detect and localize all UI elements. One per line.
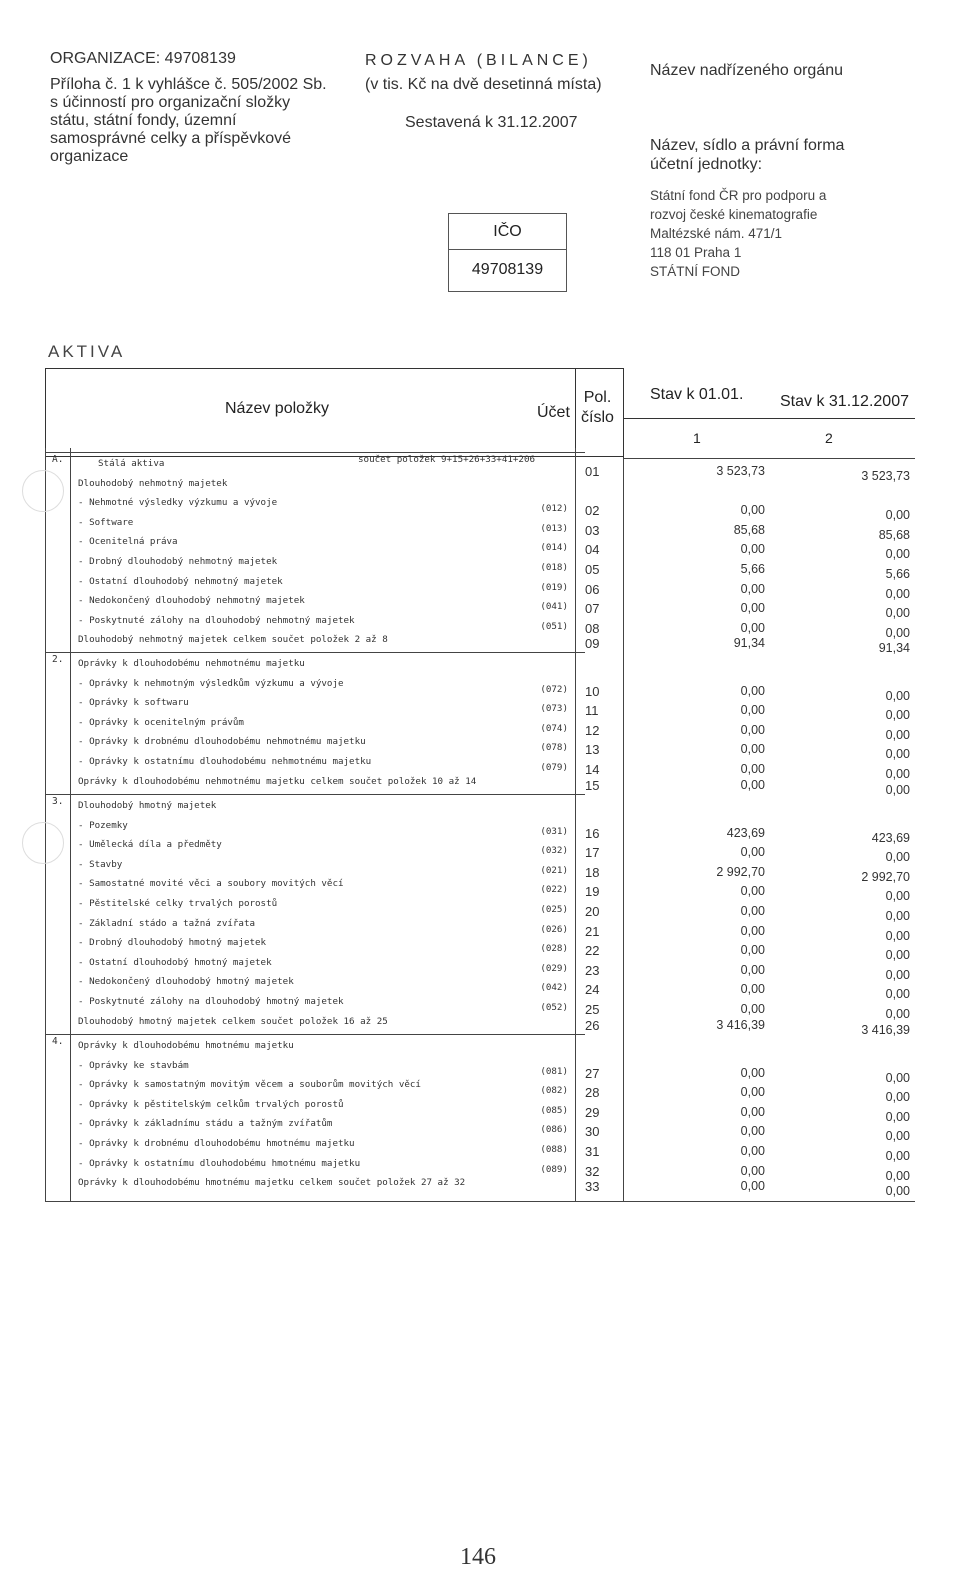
entity-line: 118 01 Praha 1	[650, 245, 742, 260]
row-label: - Nedokončený dlouhodobý hmotný majetek	[78, 976, 294, 988]
entity-heading-line: Název, sídlo a právní forma	[650, 137, 845, 154]
section-divider	[45, 652, 585, 653]
row-label: Oprávky k dlouhodobému hmotnému majetku	[78, 1040, 294, 1051]
table-row	[78, 654, 568, 673]
row-value-end: 0,00	[885, 782, 910, 797]
row-value-end: 0,00	[885, 1184, 910, 1199]
row-value-start: 0,00	[740, 943, 765, 958]
row-label: - Stavby	[78, 858, 123, 870]
table-row	[78, 835, 568, 857]
row-label: - Pozemky	[78, 819, 128, 831]
row-label: - Ostatní dlouhodobý nehmotný majetek	[78, 575, 283, 587]
row-label: - Ocenitelná práva	[78, 536, 178, 548]
table-row	[78, 474, 568, 493]
row-value-start: 3 523,73	[716, 464, 765, 478]
table-row	[78, 1036, 568, 1055]
row-value-start: 0,00	[740, 1104, 765, 1119]
appendix-line: státu, státní fondy, územní	[50, 112, 237, 129]
table-row	[78, 1154, 568, 1173]
row-value-start: 0,00	[740, 722, 765, 737]
table-row	[78, 772, 568, 791]
row-value-start: 0,00	[740, 703, 765, 718]
table-row	[78, 532, 568, 554]
row-value-start: 0,00	[740, 1002, 765, 1016]
table-row	[78, 572, 568, 591]
row-pol-number: 15	[585, 777, 600, 793]
row-account: (019)	[540, 581, 568, 593]
report-title-block	[365, 52, 655, 132]
row-pol-number: 30	[585, 1124, 600, 1140]
row-account: (088)	[540, 1144, 568, 1155]
row-account: (012)	[540, 503, 568, 515]
row-value-end: 0,00	[885, 547, 910, 562]
section-title: AKTIVA	[48, 342, 126, 361]
row-value-start: 0,00	[740, 982, 765, 997]
table-row	[78, 796, 568, 815]
section-divider	[45, 1034, 585, 1035]
row-account: (085)	[540, 1104, 568, 1116]
row-pol-number: 24	[585, 982, 600, 998]
row-value-end: 0,00	[885, 767, 910, 781]
table-bottom-line	[45, 1201, 915, 1202]
row-account: (072)	[540, 683, 568, 695]
column-number-2: 2	[825, 430, 833, 446]
column-stav-start: Stav k 01.01.	[650, 386, 744, 403]
row-label: Oprávky k dlouhodobému nehmotnému majetku celkem součet položek 10 až 14	[78, 775, 477, 787]
row-value-start: 0,00	[740, 742, 765, 757]
appendix-line: organizace	[50, 148, 129, 165]
row-account: (052)	[540, 1002, 568, 1013]
divider	[623, 418, 915, 419]
table-row	[78, 552, 568, 571]
row-account: (082)	[540, 1085, 568, 1097]
page-number: 146	[460, 1544, 496, 1570]
row-label: - Poskytnuté zálohy na dlouhodobý hmotný majetek	[78, 996, 344, 1007]
row-value-end: 0,00	[885, 1007, 910, 1021]
row-value-end: 0,00	[885, 586, 910, 601]
section-number: 2.	[52, 654, 64, 665]
row-value-start: 0,00	[740, 845, 765, 860]
table-row	[78, 992, 568, 1011]
row-value-start: 0,00	[740, 1085, 765, 1100]
row-label: Stálá aktiva	[98, 458, 165, 469]
row-pol-number: 18	[585, 864, 600, 880]
table-row	[78, 513, 568, 532]
row-label: - Drobný dlouhodobý hmotný majetek	[78, 937, 267, 949]
row-label: Dlouhodobý nehmotný majetek celkem součet položek 2 až 8	[78, 634, 388, 646]
row-value-end: 85,68	[878, 527, 910, 542]
entity-block	[650, 62, 930, 281]
punch-hole	[22, 470, 64, 512]
row-pol-number: 04	[585, 542, 600, 558]
row-value-start: 0,00	[740, 884, 765, 899]
table-value-top-line	[623, 458, 915, 459]
row-value-start: 5,66	[740, 562, 765, 576]
row-pol-number: 09	[585, 636, 600, 652]
row-account: (031)	[540, 825, 568, 837]
table-row	[78, 894, 568, 913]
row-account: (029)	[540, 962, 568, 974]
row-label: - Základní stádo a tažná zvířata	[78, 917, 256, 929]
row-sum-formula: součet položek 9+15+26+33+41+206	[358, 454, 536, 465]
row-value-end: 0,00	[885, 889, 910, 904]
row-label: - Nehmotné výsledky výzkumu a vývoje	[78, 497, 278, 509]
report-title: ROZVAHA (BILANCE)	[365, 52, 592, 69]
section-number: 4.	[52, 1036, 64, 1047]
row-label: - Drobný dlouhodobý nehmotný majetek	[78, 556, 278, 567]
table-row	[78, 1012, 568, 1031]
row-value-end: 0,00	[885, 747, 910, 762]
row-value-start: 0,00	[740, 542, 765, 557]
row-value-start: 0,00	[740, 1144, 765, 1158]
row-pol-number: 29	[585, 1104, 600, 1120]
column-pol-line: číslo	[581, 409, 614, 426]
row-account: (042)	[540, 982, 568, 994]
table-row	[78, 630, 568, 649]
row-value-end: 0,00	[885, 727, 910, 742]
row-account: (074)	[540, 722, 568, 734]
row-pol-number: 06	[585, 581, 600, 597]
section-divider	[45, 452, 585, 453]
entity-address	[650, 186, 930, 281]
ico-value: 49708139	[471, 261, 544, 278]
row-value-end: 0,00	[885, 928, 910, 943]
row-label: - Oprávky k drobnému dlouhodobému hmotnému majetku	[78, 1138, 355, 1149]
row-pol-number: 21	[585, 923, 600, 939]
appendix-line: samosprávné celky a příspěvkové	[50, 130, 291, 147]
row-label: - Pěstitelské celky trvalých porostů	[78, 898, 278, 909]
row-pol-number: 07	[585, 601, 600, 617]
entity-line: Státní fond ČR pro podporu a	[650, 188, 827, 203]
row-pol-number: 20	[585, 904, 600, 919]
row-account: (028)	[540, 943, 568, 955]
ico-label: IČO	[449, 214, 566, 250]
report-units: (v tis. Kč na dvě desetinná místa)	[365, 76, 602, 93]
row-label: Oprávky k dlouhodobému nehmotnému majetku	[78, 658, 305, 669]
row-value-end: 0,00	[885, 948, 910, 963]
row-value-start: 0,00	[740, 620, 765, 635]
row-value-end: 0,00	[885, 1109, 910, 1124]
table-row	[78, 914, 568, 933]
row-pol-number: 13	[585, 742, 600, 758]
column-pol-line: Pol.	[583, 389, 612, 406]
row-label: - Samostatné movité věci a soubory movitých věcí	[78, 878, 344, 890]
row-value-start: 0,00	[740, 1163, 765, 1178]
row-pol-number: 25	[585, 1002, 600, 1017]
row-pol-number: 28	[585, 1085, 600, 1101]
row-value-end: 0,00	[885, 1090, 910, 1105]
column-number-1: 1	[693, 430, 701, 446]
row-pol-number: 22	[585, 943, 600, 959]
row-account: (032)	[540, 845, 568, 857]
row-account: (021)	[540, 864, 568, 876]
table-row	[78, 611, 568, 630]
row-label: - Oprávky k softwaru	[78, 697, 189, 709]
row-value-start: 423,69	[726, 825, 765, 840]
table-row	[78, 855, 568, 874]
row-pol-number: 23	[585, 962, 600, 978]
column-pol	[575, 388, 620, 428]
row-label: Dlouhodobý hmotný majetek celkem součet položek 16 až 25	[78, 1015, 388, 1027]
appendix-text	[50, 76, 327, 166]
row-account: (073)	[540, 703, 568, 715]
row-label: Dlouhodobý hmotný majetek	[78, 800, 217, 811]
punch-hole	[22, 822, 64, 864]
row-account: (041)	[540, 601, 568, 613]
table-grid-line	[70, 448, 71, 1201]
table-row	[78, 933, 568, 955]
row-account: (014)	[540, 542, 568, 554]
row-pol-number: 27	[585, 1065, 600, 1081]
table-row	[78, 752, 568, 771]
row-value-start: 91,34	[733, 636, 765, 651]
row-pol-number: 02	[585, 503, 600, 519]
row-value-start: 0,00	[740, 923, 765, 938]
row-value-start: 0,00	[740, 683, 765, 698]
section-divider	[45, 794, 585, 795]
table-row	[78, 454, 568, 473]
row-account: (079)	[540, 762, 568, 773]
row-label: - Oprávky k ostatnímu dlouhodobému hmotnému majetku	[78, 1157, 361, 1169]
row-value-start: 0,00	[740, 762, 765, 776]
row-value-end: 0,00	[885, 688, 910, 703]
entity-line: rozvoj české kinematografie	[650, 207, 818, 222]
row-account: (051)	[540, 620, 568, 632]
row-value-end: 2 992,70	[861, 869, 910, 884]
row-value-start: 0,00	[740, 503, 765, 518]
table-row	[78, 493, 568, 515]
row-value-end: 0,00	[885, 909, 910, 923]
row-value-start: 2 992,70	[716, 864, 765, 879]
row-value-end: 0,00	[885, 1129, 910, 1144]
column-stav-end: Stav k 31.12.2007	[780, 393, 909, 410]
row-value-start: 0,00	[740, 1124, 765, 1139]
parent-organ-label: Název nadřízeného orgánu	[650, 62, 844, 79]
ico-box	[448, 213, 567, 292]
row-value-start: 0,00	[740, 581, 765, 596]
row-label: - Ostatní dlouhodobý hmotný majetek	[78, 956, 272, 968]
table-row	[78, 1173, 568, 1192]
entity-line: Maltézské nám. 471/1	[650, 226, 783, 241]
row-value-end: 0,00	[885, 625, 910, 640]
row-pol-number: 32	[585, 1163, 600, 1179]
row-pol-number: 08	[585, 620, 600, 636]
column-name: Název položky	[225, 400, 330, 417]
table-row	[78, 1095, 568, 1114]
row-value-start: 0,00	[740, 1065, 765, 1080]
table-row	[78, 972, 568, 994]
organization-id: ORGANIZACE: 49708139	[50, 50, 236, 67]
row-value-end: 0,00	[885, 708, 910, 723]
row-account: (078)	[540, 742, 568, 754]
row-value-end: 0,00	[885, 850, 910, 865]
table-row	[78, 1114, 568, 1136]
row-label: - Umělecká díla a předměty	[78, 839, 222, 851]
row-label: - Oprávky k ostatnímu dlouhodobému nehmotnému majetku	[78, 756, 372, 767]
row-value-end: 0,00	[885, 1149, 910, 1163]
row-value-end: 3 416,39	[861, 1022, 910, 1037]
row-value-end: 0,00	[885, 606, 910, 621]
table-row	[78, 674, 568, 693]
row-value-end: 0,00	[885, 1070, 910, 1085]
divider	[623, 368, 624, 458]
row-label: Dlouhodobý nehmotný majetek	[78, 477, 228, 489]
row-value-end: 423,69	[871, 830, 910, 845]
row-label: - Oprávky k samostatným movitým věcem a souborům movitých věcí	[78, 1079, 421, 1091]
table-grid-line	[575, 448, 576, 1201]
row-account: (026)	[540, 923, 568, 935]
section-number: 3.	[52, 796, 64, 807]
table-row	[78, 953, 568, 972]
row-value-start: 0,00	[740, 1179, 765, 1194]
row-label: Oprávky k dlouhodobému hmotnému majetku celkem součet položek 27 až 32	[78, 1177, 466, 1189]
row-value-start: 0,00	[740, 777, 765, 792]
row-value-start: 0,00	[740, 601, 765, 616]
row-account: (086)	[540, 1124, 568, 1136]
row-pol-number: 03	[585, 522, 600, 538]
report-date: Sestavená k 31.12.2007	[405, 114, 578, 131]
table-grid-line	[623, 458, 624, 1201]
row-pol-number: 01	[585, 464, 600, 479]
row-value-end: 0,00	[885, 987, 910, 1002]
row-account: (022)	[540, 884, 568, 896]
entity-heading	[650, 136, 930, 174]
row-pol-number: 12	[585, 722, 600, 738]
row-label: - Oprávky k základnímu stádu a tažným zvířatům	[78, 1118, 333, 1130]
table-row	[78, 693, 568, 715]
divider	[575, 368, 576, 458]
row-label: - Oprávky k nehmotným výsledkům výzkumu a vývoje	[78, 677, 344, 689]
table-row	[78, 591, 568, 613]
table-row	[78, 1056, 568, 1075]
row-value-end: 5,66	[885, 567, 910, 581]
row-value-end: 0,00	[885, 508, 910, 523]
row-label: - Nedokončený dlouhodobý nehmotný majetek	[78, 595, 305, 607]
row-pol-number: 26	[585, 1017, 600, 1033]
row-account: (089)	[540, 1163, 568, 1175]
row-value-start: 85,68	[733, 522, 765, 537]
organization-header	[50, 50, 327, 166]
row-pol-number: 17	[585, 845, 600, 861]
row-value-end: 3 523,73	[861, 469, 910, 483]
row-value-start: 0,00	[740, 904, 765, 918]
table-row	[78, 874, 568, 896]
appendix-line: s účinností pro organizační složky	[50, 94, 291, 111]
section-number: A.	[52, 454, 64, 465]
row-label: - Software	[78, 516, 134, 528]
row-pol-number: 14	[585, 762, 600, 777]
row-value-start: 0,00	[740, 962, 765, 977]
row-value-end: 0,00	[885, 967, 910, 982]
row-account: (025)	[540, 904, 568, 915]
row-label: - Poskytnuté zálohy na dlouhodobý nehmotný majetek	[78, 614, 355, 626]
table-header	[45, 368, 915, 458]
row-pol-number: 10	[585, 683, 600, 699]
entity-heading-line: účetní jednotky:	[650, 156, 763, 173]
row-pol-number: 11	[585, 703, 599, 719]
entity-line: STÁTNÍ FOND	[650, 264, 740, 279]
row-label: - Oprávky k drobnému dlouhodobému nehmotnému majetku	[78, 736, 366, 748]
appendix-line: Příloha č. 1 k vyhlášce č. 505/2002 Sb.	[50, 76, 327, 93]
table-row	[78, 1134, 568, 1153]
row-pol-number: 31	[585, 1144, 600, 1159]
row-value-start: 3 416,39	[716, 1017, 765, 1032]
row-label: - Oprávky k pěstitelským celkům trvalých porostů	[78, 1098, 344, 1110]
table-row	[78, 713, 568, 732]
row-label: - Oprávky ke stavbám	[78, 1059, 189, 1071]
row-value-end: 0,00	[885, 1168, 910, 1183]
row-value-end: 91,34	[878, 641, 910, 656]
row-pol-number: 05	[585, 562, 600, 577]
row-pol-number: 33	[585, 1179, 600, 1195]
row-label: - Oprávky k ocenitelným právům	[78, 716, 244, 728]
table-row	[78, 1075, 568, 1097]
column-account: Účet	[537, 404, 570, 421]
row-account: (081)	[540, 1065, 568, 1077]
row-account: (013)	[540, 522, 568, 534]
table-row	[78, 816, 568, 835]
row-account: (018)	[540, 562, 568, 573]
table-row	[78, 732, 568, 754]
row-pol-number: 16	[585, 825, 600, 841]
row-pol-number: 19	[585, 884, 600, 900]
